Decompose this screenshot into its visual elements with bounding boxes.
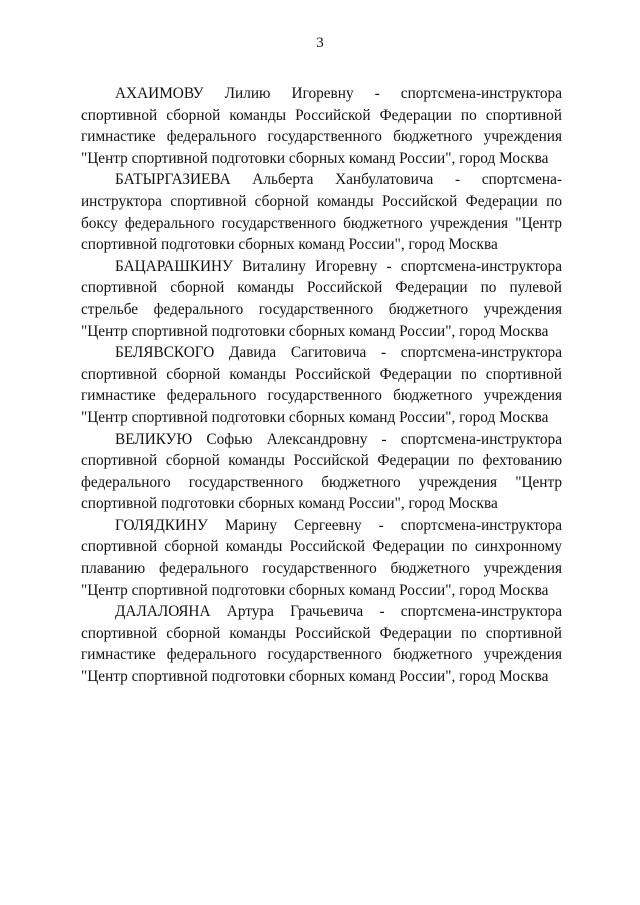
- list-item: БАЦАРАШКИНУ Виталину Игоревну - спортсмена-инструктора спортивной сборной команды Российской Федерации по пулевой стрельбе федерального государственного бюджетного учреждения "Центр спортивной подготовки сборных команд России", город Москва: [81, 257, 562, 340]
- list-item: БЕЛЯВСКОГО Давида Сагитовича - спортсмена-инструктора спортивной сборной команды Российской Федерации по спортивной гимнастике федерального государственного бюджетного учреждения "Центр спортивной подготовки сборных команд России", город Москва: [81, 344, 562, 426]
- list-item: ГОЛЯДКИНУ Марину Сергеевну - спортсмена-инструктора спортивной сборной команды Российской Федерации по синхронному плаванию федерального государственного бюджетного учреждения "Центр спортивной подготовки сборных команд России", город Москва: [81, 516, 562, 599]
- page-number: 3: [316, 35, 324, 51]
- list-item: АХАИМОВУ Лилию Игоревну - спортсмена-инструктора спортивной сборной команды Российской Федерации по спортивной гимнастике федерального государственного бюджетного учреждения "Центр спортивной подготовки сборных команд России", город Москва: [81, 85, 562, 167]
- list-item: ДАЛАЛОЯНА Артура Грачьевича - спортсмена-инструктора спортивной сборной команды Российской Федерации по спортивной гимнастике федерального государственного бюджетного учреждения "Центр спортивной подготовки сборных команд России", город Москва: [81, 603, 562, 686]
- award-list: [81, 83, 562, 688]
- list-item: БАТЫРГАЗИЕВА Альберта Ханбулатовича - спортсмена-инструктора спортивной сборной команды Российской Федерации по боксу федерального государственного бюджетного учреждения "Центр спортивной подготовки сборных команд России", город Москва: [81, 171, 562, 254]
- list-item: ВЕЛИКУЮ Софью Александровну - спортсмена-инструктора спортивной сборной команды Российской Федерации по фехтованию федерального государственного бюджетного учреждения "Центр спортивной подготовки сборных команд России", город Москва: [81, 430, 562, 513]
